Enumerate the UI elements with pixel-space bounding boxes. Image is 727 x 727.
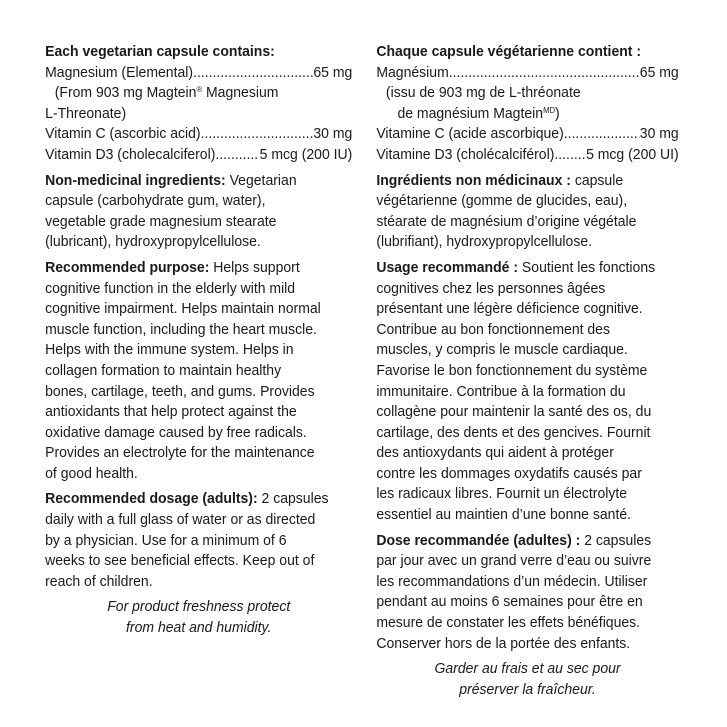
vitamin-d3-amount: 5 mcg (200 IU) [259,146,353,163]
paragraph-line: les radicaux libres. Fournit un électrolyte [376,486,628,503]
paragraph-line: cognitive impairment. Helps maintain normal [45,301,321,318]
french-purpose-heading: Usage recommandé : [376,259,519,276]
paragraph-line: of good health. [45,465,138,482]
leader-dots [564,124,640,145]
french-column [376,42,678,700]
french-nonmedicinal-heading: Ingrédients non médicinaux : [376,172,571,189]
english-purpose-heading: Recommended purpose: [45,259,210,276]
english-storage-note [45,597,352,638]
magnesium-label: Magnésium [376,64,449,81]
magtein-source-text-end: Magnesium [202,85,279,102]
paragraph-line: vegetable grade magnesium stearate [45,213,277,230]
english-magnesium-row [45,63,352,84]
english-dosage-section [45,489,352,592]
storage-note-line: from heat and humidity. [126,620,272,637]
storage-note-line: For product freshness protect [107,599,291,616]
registered-mark: ® [196,85,203,95]
french-contains-heading: Chaque capsule végétarienne contient : [376,44,642,60]
french-dosage-heading: Dose recommandée (adultes) : [376,532,581,549]
paragraph-line: collagen formation to maintain healthy [45,362,282,379]
leader-dots [193,63,313,84]
english-dosage-heading: Recommended dosage (adults): [45,491,258,508]
english-nonmedicinal-section [45,171,352,253]
paragraph-line: daily with a full glass of water or as directed [45,512,316,529]
magtein-source-text: de magnésium Magtein [397,105,544,122]
magtein-source-line [45,83,352,104]
leader-dots [554,145,586,166]
english-nonmedicinal-heading: Non-medicinal ingredients: [45,172,226,189]
paragraph-line: 2 capsules [257,491,329,508]
paragraph-line: présentant une légère déficience cognitive. [376,301,643,318]
paragraph-line: par jour avec un grand verre d’eau ou suivre [376,553,652,570]
vitamin-c-label: Vitamine C (acide ascorbique) [376,126,564,143]
leader-dots [449,63,640,84]
paragraph-line: (lubricant), hydroxypropylcellulose. [45,234,261,251]
vitamin-c-label: Vitamin C (ascorbic acid) [45,126,201,143]
paragraph-line: immunitaire. Contribue à la formation du [376,383,626,400]
vitamin-d3-amount: 5 mcg (200 UI) [586,146,679,163]
french-contains-section [376,42,678,166]
vitamin-c-amount: 30 mg [313,126,353,143]
storage-note-line: préserver la fraîcheur. [459,681,596,698]
storage-note-line: Garder au frais et au sec pour [434,661,621,678]
paragraph-line: Favorise le bon fonctionnement du système [376,362,648,379]
paragraph-line: Helps with the immune system. Helps in [45,342,294,359]
paragraph-line: les recommandations d’un médecin. Utiliser [376,573,648,590]
leader-dots [215,145,259,166]
paragraph-line: stéarate de magnésium d’origine végétale [376,213,637,230]
vitamin-d3-label: Vitamine D3 (cholécalciférol) [376,146,555,163]
paragraph-line: antioxidants that help protect against the [45,404,297,421]
vitamin-d3-label: Vitamin D3 (cholecalciferol) [45,146,216,163]
paragraph-line: weeks to see beneficial effects. Keep out of [45,553,315,570]
paragraph-line: capsule [570,172,624,189]
paragraph-line: Vegetarian [225,172,297,189]
paragraph-line: muscle function, including the heart muscle. [45,321,317,338]
magtein-source-line: (issu de 903 mg de L-thréonate [385,85,581,102]
paragraph-line: (lubrifiant), hydroxypropylcellulose. [376,234,593,251]
magtein-source-text-end: ) [555,105,560,122]
english-vitamin-c-row [45,124,352,145]
paragraph-line: collagène pour maintenir la santé des os, du [376,404,652,421]
english-contains-heading: Each vegetarian capsule contains: [45,44,275,60]
french-magnesium-row [376,63,678,84]
english-column [45,42,352,639]
paragraph-line: oxidative damage caused by free radicals. [45,424,307,441]
french-dosage-section [376,531,678,655]
paragraph-line: Provides an electrolyte for the maintenance [45,445,315,462]
magtein-source-line-2 [376,104,678,125]
paragraph-line: capsule (carbohydrate gum, water), [45,193,266,210]
paragraph-line: reach of children. [45,573,153,590]
paragraph-line: cartilage, des dents et des gencives. Fournit [376,424,651,441]
english-purpose-section [45,258,352,485]
paragraph-line: essentiel au maintien d’une bonne santé. [376,507,632,524]
english-vitamin-d3-row [45,145,352,166]
paragraph-line: Contribue au bon fonctionnement des [376,321,610,338]
paragraph-line: muscles, y compris le muscle cardiaque. [376,342,628,359]
paragraph-line: mesure de constater les effets bénéfiques. [376,615,641,632]
paragraph-line: pendant au moins 6 semaines pour être en [376,594,643,611]
magnesium-amount: 65 mg [639,64,679,81]
english-contains-section [45,42,352,166]
magnesium-label: Magnesium (Elemental) [45,64,194,81]
magnesium-amount: 65 mg [313,64,353,81]
magtein-source-line-2: L-Threonate) [45,105,127,122]
paragraph-line: Conserver hors de la portée des enfants. [376,635,631,652]
vitamin-c-amount: 30 mg [639,126,679,143]
paragraph-line: cognitives chez les personnes âgées [376,280,606,297]
trademark-md-mark: MD [543,105,556,115]
paragraph-line: 2 capsules [580,532,652,549]
paragraph-line: végétarienne (gomme de glucides, eau), [376,193,628,210]
leader-dots [201,124,314,145]
paragraph-line: by a physician. Use for a minimum of 6 [45,532,287,549]
french-purpose-section [376,258,678,526]
paragraph-line: cognitive function in the elderly with mild [45,280,296,297]
paragraph-line: contre les dommages oxydatifs causés par [376,465,642,482]
paragraph-line: des antioxydants qui aident à protéger [376,445,614,462]
french-vitamin-d3-row [376,145,678,166]
paragraph-line: Helps support [209,259,300,276]
french-storage-note [376,659,678,700]
french-vitamin-c-row [376,124,678,145]
magtein-source-text: (From 903 mg Magtein [54,85,197,102]
paragraph-line: Soutient les fonctions [518,259,656,276]
paragraph-line: bones, cartilage, teeth, and gums. Provides [45,383,315,400]
french-nonmedicinal-section [376,171,678,253]
